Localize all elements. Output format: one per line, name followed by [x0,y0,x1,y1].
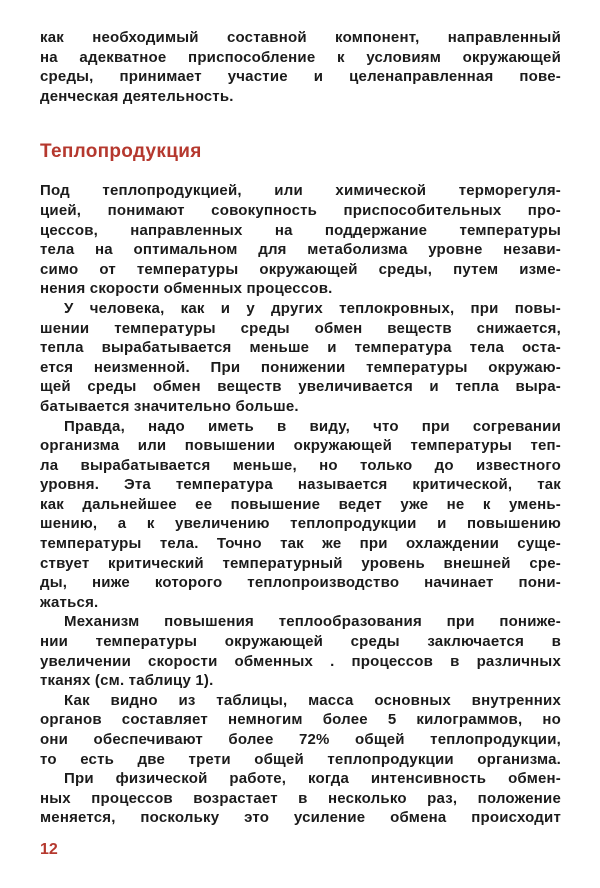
text-line: ных процессов возрастает в несколько раз, положение [40,789,561,807]
section-heading: Теплопродукция [40,141,202,163]
text-line: ды, ниже которого теплопроизводство начинает пони- [40,574,561,592]
paragraph [40,417,561,613]
paragraph [40,769,561,828]
text-line: тепла вырабатывается меньше и температура тела оста- [40,339,561,357]
paragraph [40,691,561,769]
text-line: на адекватное приспособление к условиям окружающей [40,48,561,66]
body-text [40,28,561,860]
text-line: тела на оптимальном для метаболизма уровне незави- [40,241,561,259]
text-line: как дальнейшее ее повышение ведет уже не к умень- [40,495,561,513]
text-line: Как видно из таблицы, масса основных внутренних [64,691,561,709]
text-line: цией, понимают совокупность приспособительных про- [40,201,561,219]
text-line: батывается значительно больше. [40,397,299,415]
text-line: жаться. [40,593,99,611]
text-line: увеличении скорости обменных . процессов в различных [40,652,561,670]
text-line: симо от температуры окружающей среды, путем изме- [40,260,561,278]
text-line: шении температуры среды обмен веществ снижается, [40,319,561,337]
text-line: Под теплопродукцией, или химической терморегуля- [40,182,561,200]
text-line: щей среды обмен веществ увеличивается и тепла выра- [40,378,561,396]
text-line: ла вырабатывается меньше, но только до известного [40,456,561,474]
text-line: денческая деятельность. [40,87,234,105]
paragraph [40,299,561,417]
text-line: нии температуры окружающей среды заключается в [40,633,561,651]
text-line: цессов, направленных на поддержание температуры [40,221,561,239]
text-line: организма или повышении окружающей температуры теп- [40,437,561,455]
page-number: 12 [40,840,58,858]
text-line: ствует критический температурный уровень внешней сре- [40,554,561,572]
text-line: они обеспечивают более 72% общей теплопродукции, [40,731,561,748]
text-line: уровня. Эта температура называется критической, так [40,476,561,494]
text-line: шению, а к увеличению теплопродукции и повышению [40,515,561,533]
text-line: то есть две трети общей теплопродукции организма. [40,750,561,768]
text-line: У человека, как и у других теплокровных, при повы- [64,299,561,317]
text-line: При физической работе, когда интенсивность обмен- [64,770,561,788]
text-line: меняется, поскольку это усиление обмена происходит [40,809,561,827]
paragraph [40,612,561,690]
text-line: органов составляет немногим более 5 килограммов, но [40,711,561,729]
text-line: Правда, надо иметь в виду, что при согревании [64,417,561,435]
text-line: нения скорости обменных процессов. [40,280,333,298]
paragraph [40,181,561,299]
text-line: Механизм повышения теплообразования при пониже- [64,613,561,631]
text-line: тканях (см. таблицу 1). [40,672,214,690]
paragraph [40,28,561,106]
text-line: как необходимый составной компонент, направленный [40,29,561,46]
text-line: среды, принимает участие и целенаправленная пове- [40,68,561,86]
text-line: ется неизменной. При понижении температуры окружаю- [40,358,561,376]
text-line: температуры тела. Точно так же при охлаждении суще- [40,535,561,553]
